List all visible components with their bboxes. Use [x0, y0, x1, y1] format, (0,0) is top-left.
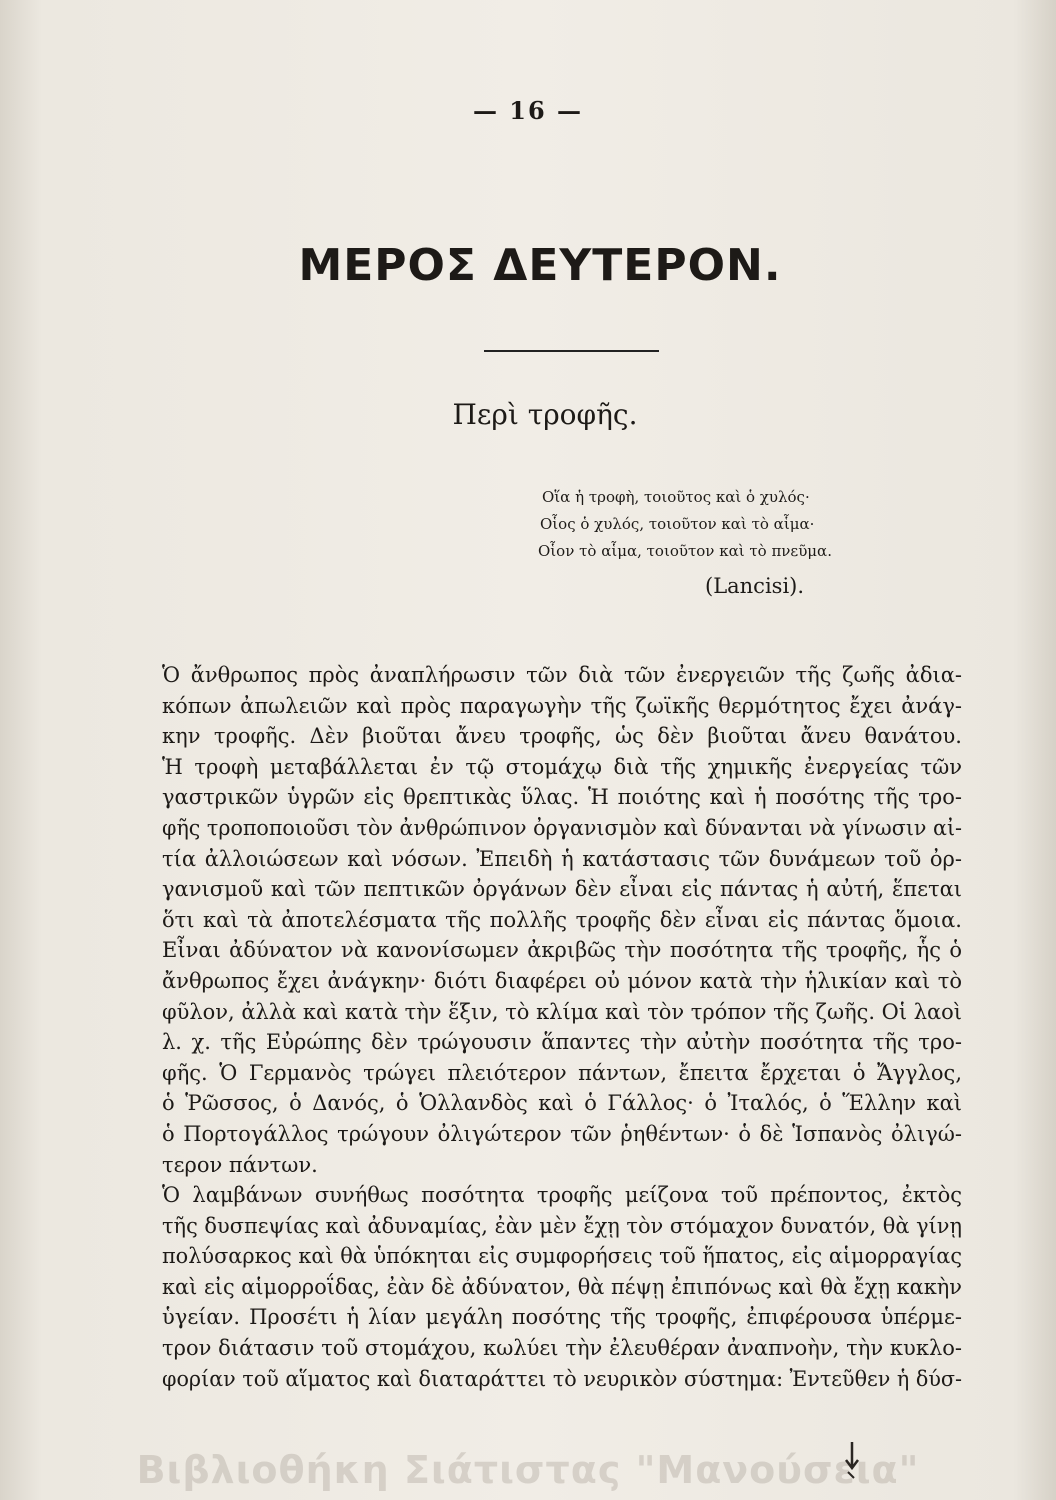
body-line: τία ἀλλοιώσεων καὶ νόσων. Ἐπειδὴ ἡ κατάστασις τῶν δυνάμεων τοῦ ὀρ- — [162, 846, 962, 871]
title-divider — [484, 350, 659, 352]
body-line: φῆς. Ὁ Γερμανὸς τρώγει πλειότερον πάντων, ἔπειτα ἔρχεται ὁ Ἄγγλος, — [162, 1060, 962, 1085]
body-line: Ὁ λαμβάνων συνήθως ποσότητα τροφῆς μείζονα τοῦ πρέποντος, ἐκτὸς — [162, 1183, 962, 1208]
body-line: Ὁ ἄνθρωπος πρὸς ἀναπλήρωσιν τῶν διὰ τῶν ἐνεργειῶν τῆς ζωῆς ἀδια- — [162, 663, 962, 687]
body-line: Ἡ τροφὴ μεταβάλλεται ἐν τῷ στομάχῳ διὰ τῆς χημικῆς ἐνεργείας τῶν — [162, 754, 962, 779]
body-line: γαστρικῶν ὑγρῶν εἰς θρεπτικὰς ὕλας. Ἡ ποιότης καὶ ἡ ποσότης τῆς τρο- — [162, 785, 962, 810]
body-line: κην τροφῆς. Δὲν βιοῦται ἄνευ τροφῆς, ὡς δὲν βιοῦται ἄνευ θανάτου. — [162, 724, 962, 749]
body-line: τρον διάτασιν τοῦ στομάχου, κωλύει τὴν ἐλευθέραν ἀναπνοὴν, τὴν κυκλο- — [162, 1336, 962, 1361]
body-line: καὶ εἰς αἱμορροΐδας, ἐὰν δὲ ἀδύνατον, θὰ πέψῃ ἐπιπόνως καὶ θὰ ἔχῃ κακὴν — [162, 1274, 962, 1299]
epigraph-line: Οἷος ὁ χυλός, τοιοῦτον καὶ τὸ αἷμα· — [540, 515, 815, 533]
body-text — [162, 660, 962, 1394]
body-line: φορίαν τοῦ αἵματος καὶ διαταράττει τὸ νευρικὸν σύστημα: Ἐντεῦθεν ἡ δύσ- — [162, 1366, 962, 1391]
body-line: τῆς δυσπεψίας καὶ ἀδυναμίας, ἐὰν μὲν ἔχῃ τὸν στόμαχον δυνατόν, θὰ γίνῃ — [162, 1213, 962, 1238]
body-line: τερον πάντων. — [162, 1152, 318, 1177]
body-line: λ. χ. τῆς Εὐρώπης δὲν τρώγουσιν ἅπαντες τὴν αὐτὴν ποσότητα τῆς τρο- — [162, 1030, 962, 1055]
page-number: — 16 — — [472, 96, 584, 125]
body-line: ἄνθρωπος ἔχει ἀνάγκην· διότι διαφέρει οὐ μόνον κατὰ τὴν ἡλικίαν καὶ τὸ — [162, 968, 962, 993]
body-line: πολύσαρκος καὶ θὰ ὑπόκηται εἰς συμφορήσεις τοῦ ἥπατος, εἰς αἱμορραγίας — [162, 1244, 962, 1269]
body-line: κόπων ἀπωλειῶν καὶ πρὸς παραγωγὴν τῆς ζωϊκῆς θερμότητος ἔχει ἀνάγ- — [162, 693, 962, 718]
section-title: Περὶ τροφῆς. — [452, 398, 638, 431]
body-line: γανισμοῦ καὶ τῶν πεπτικῶν ὀργάνων δὲν εἶναι εἰς πάντας ἡ αὐτή, ἕπεται — [162, 877, 962, 902]
epigraph-source: (Lancisi). — [705, 574, 805, 598]
body-line: φῦλον, ἀλλὰ καὶ κατὰ τὴν ἕξιν, τὸ κλίμα καὶ τὸν τρόπον τῆς ζωῆς. Οἱ λαοὶ — [162, 999, 962, 1024]
body-line: ὑγείαν. Προσέτι ἡ λίαν μεγάλη ποσότης τῆς τροφῆς, ἐπιφέρουσα ὑπέρμε- — [162, 1305, 962, 1330]
body-line: ὅτι καὶ τὰ ἀποτελέσματα τῆς πολλῆς τροφῆς δὲν εἶναι εἰς πάντας ὅμοια. — [162, 907, 962, 932]
epigraph — [530, 484, 860, 565]
pencil-mark-icon — [842, 1440, 862, 1480]
body-line: ὁ Πορτογάλλος τρώγουν ὀλιγώτερον τῶν ῥηθέντων· ὁ δὲ Ἱσπανὸς ὀλιγώ- — [162, 1121, 962, 1146]
body-line: Εἶναι ἀδύνατον νὰ κανονίσωμεν ἀκριβῶς τὴν ποσότητα τῆς τροφῆς, ἧς ὁ — [162, 938, 962, 963]
body-line: φῆς τροποποιοῦσι τὸν ἀνθρώπινον ὀργανισμὸν καὶ δύνανται νὰ γίνωσιν αἰ- — [162, 815, 962, 840]
library-watermark: Βιβλιοθήκη Σιάτιστας "Μανούσεια" — [136, 1448, 920, 1492]
epigraph-line: Οἵα ἡ τροφὴ, τοιοῦτος καὶ ὁ χυλός· — [542, 488, 810, 506]
epigraph-line: Οἷον τὸ αἷμα, τοιοῦτον καὶ τὸ πνεῦμα. — [538, 542, 832, 560]
part-title: ΜΕΡΟΣ ΔΕΥΤΕΡΟΝ. — [298, 240, 782, 291]
body-line: ὁ Ῥῶσσος, ὁ Δανός, ὁ Ὁλλανδὸς καὶ ὁ Γάλλος· ὁ Ἰταλός, ὁ Ἕλλην καὶ — [162, 1091, 962, 1116]
